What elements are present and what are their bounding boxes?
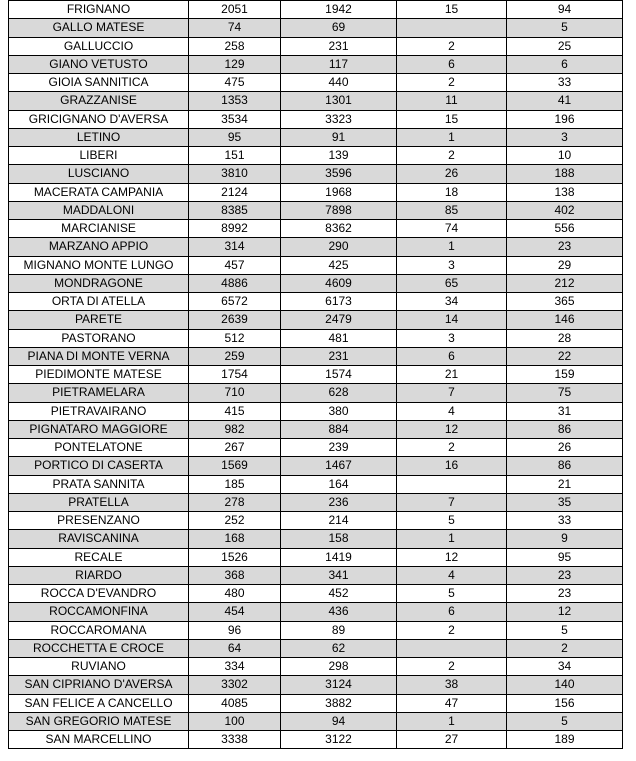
- col3-cell: 2: [397, 439, 507, 457]
- table-row: [9, 55, 623, 73]
- total-cell: 3810: [189, 165, 281, 183]
- total-cell: 4886: [189, 274, 281, 292]
- total-cell: 3302: [189, 676, 281, 694]
- col3-cell: 27: [397, 731, 507, 749]
- municipality-cell: MADDALONI: [9, 201, 189, 219]
- table-row: [9, 1, 623, 19]
- table-row: [9, 37, 623, 55]
- total-cell: 710: [189, 384, 281, 402]
- col4-cell: 12: [507, 603, 623, 621]
- col4-cell: 9: [507, 530, 623, 548]
- total-cell: 475: [189, 74, 281, 92]
- table-row: [9, 128, 623, 146]
- table-row: [9, 274, 623, 292]
- municipality-cell: ROCCAROMANA: [9, 621, 189, 639]
- total-cell: 100: [189, 712, 281, 730]
- col3-cell: 6: [397, 55, 507, 73]
- total-cell: 267: [189, 439, 281, 457]
- total-cell: 1353: [189, 92, 281, 110]
- table-row: [9, 621, 623, 639]
- col3-cell: 2: [397, 147, 507, 165]
- total-cell: 415: [189, 402, 281, 420]
- col4-cell: 10: [507, 147, 623, 165]
- col3-cell: 38: [397, 676, 507, 694]
- col4-cell: 156: [507, 694, 623, 712]
- col4-cell: 23: [507, 238, 623, 256]
- col3-cell: 15: [397, 1, 507, 19]
- col4-cell: 196: [507, 110, 623, 128]
- col2-cell: 440: [281, 74, 397, 92]
- col2-cell: 425: [281, 256, 397, 274]
- col4-cell: 159: [507, 366, 623, 384]
- table-row: [9, 694, 623, 712]
- table-row: [9, 420, 623, 438]
- municipality-cell: PIETRAVAIRANO: [9, 402, 189, 420]
- col4-cell: 75: [507, 384, 623, 402]
- col3-cell: 2: [397, 621, 507, 639]
- total-cell: 2051: [189, 1, 281, 19]
- total-cell: 258: [189, 37, 281, 55]
- municipality-cell: MONDRAGONE: [9, 274, 189, 292]
- table-row: [9, 384, 623, 402]
- col3-cell: 5: [397, 512, 507, 530]
- total-cell: 278: [189, 493, 281, 511]
- table-row: [9, 530, 623, 548]
- col4-cell: 26: [507, 439, 623, 457]
- total-cell: 64: [189, 639, 281, 657]
- total-cell: 480: [189, 585, 281, 603]
- col3-cell: 12: [397, 420, 507, 438]
- total-cell: 1526: [189, 548, 281, 566]
- municipality-cell: PIETRAMELARA: [9, 384, 189, 402]
- table-row: [9, 493, 623, 511]
- col4-cell: 5: [507, 19, 623, 37]
- col3-cell: 2: [397, 658, 507, 676]
- municipality-cell: MIGNANO MONTE LUNGO: [9, 256, 189, 274]
- col3-cell: 15: [397, 110, 507, 128]
- col2-cell: 1942: [281, 1, 397, 19]
- table-row: [9, 475, 623, 493]
- table-row: [9, 110, 623, 128]
- total-cell: 6572: [189, 293, 281, 311]
- col4-cell: 556: [507, 220, 623, 238]
- col3-cell: 5: [397, 585, 507, 603]
- table-row: [9, 548, 623, 566]
- col2-cell: 3124: [281, 676, 397, 694]
- col4-cell: 86: [507, 457, 623, 475]
- total-cell: 2639: [189, 311, 281, 329]
- col2-cell: 69: [281, 19, 397, 37]
- col3-cell: 47: [397, 694, 507, 712]
- total-cell: 8992: [189, 220, 281, 238]
- table-row: [9, 439, 623, 457]
- municipality-cell: ROCCHETTA E CROCE: [9, 639, 189, 657]
- col3-cell: 12: [397, 548, 507, 566]
- col4-cell: 138: [507, 183, 623, 201]
- col2-cell: 6173: [281, 293, 397, 311]
- col2-cell: 139: [281, 147, 397, 165]
- table-row: [9, 201, 623, 219]
- col2-cell: 239: [281, 439, 397, 457]
- col4-cell: 212: [507, 274, 623, 292]
- municipality-cell: PONTELATONE: [9, 439, 189, 457]
- municipality-cell: ROCCA D'EVANDRO: [9, 585, 189, 603]
- col4-cell: 402: [507, 201, 623, 219]
- municipality-cell: PORTICO DI CASERTA: [9, 457, 189, 475]
- col4-cell: 95: [507, 548, 623, 566]
- col3-cell: 6: [397, 347, 507, 365]
- col4-cell: 23: [507, 566, 623, 584]
- col3-cell: 18: [397, 183, 507, 201]
- table-row: [9, 311, 623, 329]
- total-cell: 96: [189, 621, 281, 639]
- col4-cell: 23: [507, 585, 623, 603]
- municipality-cell: PARETE: [9, 311, 189, 329]
- municipality-cell: SAN MARCELLINO: [9, 731, 189, 749]
- total-cell: 185: [189, 475, 281, 493]
- col4-cell: 188: [507, 165, 623, 183]
- col2-cell: 3882: [281, 694, 397, 712]
- municipality-cell: GRICIGNANO D'AVERSA: [9, 110, 189, 128]
- total-cell: 95: [189, 128, 281, 146]
- col4-cell: 6: [507, 55, 623, 73]
- total-cell: 368: [189, 566, 281, 584]
- total-cell: 512: [189, 329, 281, 347]
- table-row: [9, 74, 623, 92]
- col3-cell: 2: [397, 74, 507, 92]
- table-row: [9, 585, 623, 603]
- col3-cell: 21: [397, 366, 507, 384]
- total-cell: 8385: [189, 201, 281, 219]
- total-cell: 1754: [189, 366, 281, 384]
- col4-cell: 22: [507, 347, 623, 365]
- municipality-cell: FRIGNANO: [9, 1, 189, 19]
- table-row: [9, 731, 623, 749]
- municipality-cell: RIARDO: [9, 566, 189, 584]
- col2-cell: 1574: [281, 366, 397, 384]
- municipality-cell: ORTA DI ATELLA: [9, 293, 189, 311]
- table-row: [9, 712, 623, 730]
- col3-cell: 65: [397, 274, 507, 292]
- table-row: [9, 147, 623, 165]
- table-row: [9, 366, 623, 384]
- col2-cell: 117: [281, 55, 397, 73]
- col2-cell: 1467: [281, 457, 397, 475]
- col4-cell: 34: [507, 658, 623, 676]
- table-row: [9, 457, 623, 475]
- col4-cell: 35: [507, 493, 623, 511]
- table-row: [9, 256, 623, 274]
- col4-cell: 146: [507, 311, 623, 329]
- col2-cell: 3596: [281, 165, 397, 183]
- col4-cell: 3: [507, 128, 623, 146]
- table-row: [9, 512, 623, 530]
- table-row: [9, 329, 623, 347]
- col3-cell: 7: [397, 384, 507, 402]
- total-cell: 259: [189, 347, 281, 365]
- municipality-cell: PIANA DI MONTE VERNA: [9, 347, 189, 365]
- municipality-cell: RECALE: [9, 548, 189, 566]
- col2-cell: 94: [281, 712, 397, 730]
- municipality-cell: LUSCIANO: [9, 165, 189, 183]
- municipality-cell: LIBERI: [9, 147, 189, 165]
- municipality-cell: GIOIA SANNITICA: [9, 74, 189, 92]
- col2-cell: 3323: [281, 110, 397, 128]
- col2-cell: 1419: [281, 548, 397, 566]
- municipality-cell: ROCCAMONFINA: [9, 603, 189, 621]
- col2-cell: 481: [281, 329, 397, 347]
- col3-cell: 4: [397, 402, 507, 420]
- col4-cell: 189: [507, 731, 623, 749]
- col3-cell: 1: [397, 128, 507, 146]
- table-row: [9, 639, 623, 657]
- col2-cell: 341: [281, 566, 397, 584]
- table-body: [9, 1, 623, 749]
- total-cell: 74: [189, 19, 281, 37]
- total-cell: 3338: [189, 731, 281, 749]
- table-row: [9, 402, 623, 420]
- col2-cell: 884: [281, 420, 397, 438]
- municipality-cell: PRATELLA: [9, 493, 189, 511]
- municipality-cell: GALLO MATESE: [9, 19, 189, 37]
- total-cell: 4085: [189, 694, 281, 712]
- col4-cell: 29: [507, 256, 623, 274]
- col4-cell: 28: [507, 329, 623, 347]
- col3-cell: 1: [397, 530, 507, 548]
- col2-cell: 89: [281, 621, 397, 639]
- municipality-cell: GRAZZANISE: [9, 92, 189, 110]
- col3-cell: 7: [397, 493, 507, 511]
- municipality-cell: PRATA SANNITA: [9, 475, 189, 493]
- municipality-cell: PRESENZANO: [9, 512, 189, 530]
- col4-cell: 140: [507, 676, 623, 694]
- col2-cell: 4609: [281, 274, 397, 292]
- municipality-cell: SAN CIPRIANO D'AVERSA: [9, 676, 189, 694]
- col3-cell: 3: [397, 256, 507, 274]
- col4-cell: 86: [507, 420, 623, 438]
- total-cell: 168: [189, 530, 281, 548]
- col3-cell: [397, 19, 507, 37]
- col4-cell: 5: [507, 621, 623, 639]
- col2-cell: 236: [281, 493, 397, 511]
- col2-cell: 158: [281, 530, 397, 548]
- municipality-cell: MARCIANISE: [9, 220, 189, 238]
- total-cell: 334: [189, 658, 281, 676]
- total-cell: 129: [189, 55, 281, 73]
- municipality-cell: PIGNATARO MAGGIORE: [9, 420, 189, 438]
- table-row: [9, 238, 623, 256]
- total-cell: 3534: [189, 110, 281, 128]
- col2-cell: 231: [281, 347, 397, 365]
- col2-cell: 290: [281, 238, 397, 256]
- table-row: [9, 183, 623, 201]
- municipality-cell: SAN GREGORIO MATESE: [9, 712, 189, 730]
- col2-cell: 164: [281, 475, 397, 493]
- municipality-cell: RAVISCANINA: [9, 530, 189, 548]
- col2-cell: 231: [281, 37, 397, 55]
- data-table: [8, 0, 623, 749]
- table-row: [9, 19, 623, 37]
- col2-cell: 91: [281, 128, 397, 146]
- total-cell: 457: [189, 256, 281, 274]
- col3-cell: 4: [397, 566, 507, 584]
- municipality-cell: SAN FELICE A CANCELLO: [9, 694, 189, 712]
- col3-cell: [397, 639, 507, 657]
- col2-cell: 628: [281, 384, 397, 402]
- table-row: [9, 658, 623, 676]
- total-cell: 314: [189, 238, 281, 256]
- col4-cell: 21: [507, 475, 623, 493]
- col4-cell: 33: [507, 512, 623, 530]
- total-cell: 1569: [189, 457, 281, 475]
- total-cell: 252: [189, 512, 281, 530]
- col3-cell: 1: [397, 238, 507, 256]
- col2-cell: 380: [281, 402, 397, 420]
- col2-cell: 214: [281, 512, 397, 530]
- col2-cell: 8362: [281, 220, 397, 238]
- municipality-cell: RUVIANO: [9, 658, 189, 676]
- col3-cell: 11: [397, 92, 507, 110]
- total-cell: 2124: [189, 183, 281, 201]
- municipality-cell: GALLUCCIO: [9, 37, 189, 55]
- col4-cell: 5: [507, 712, 623, 730]
- col4-cell: 365: [507, 293, 623, 311]
- total-cell: 454: [189, 603, 281, 621]
- col3-cell: 2: [397, 37, 507, 55]
- col3-cell: 74: [397, 220, 507, 238]
- municipality-cell: MACERATA CAMPANIA: [9, 183, 189, 201]
- table-row: [9, 220, 623, 238]
- col4-cell: 33: [507, 74, 623, 92]
- total-cell: 982: [189, 420, 281, 438]
- table-row: [9, 347, 623, 365]
- col2-cell: 298: [281, 658, 397, 676]
- col2-cell: 62: [281, 639, 397, 657]
- col2-cell: 1968: [281, 183, 397, 201]
- municipality-cell: LETINO: [9, 128, 189, 146]
- col2-cell: 2479: [281, 311, 397, 329]
- col3-cell: 26: [397, 165, 507, 183]
- col2-cell: 452: [281, 585, 397, 603]
- municipality-cell: GIANO VETUSTO: [9, 55, 189, 73]
- municipality-cell: PASTORANO: [9, 329, 189, 347]
- table-row: [9, 293, 623, 311]
- table-row: [9, 676, 623, 694]
- col2-cell: 3122: [281, 731, 397, 749]
- table-row: [9, 566, 623, 584]
- col3-cell: 16: [397, 457, 507, 475]
- col3-cell: 1: [397, 712, 507, 730]
- col2-cell: 7898: [281, 201, 397, 219]
- col3-cell: [397, 475, 507, 493]
- col3-cell: 34: [397, 293, 507, 311]
- table-row: [9, 603, 623, 621]
- col3-cell: 85: [397, 201, 507, 219]
- municipality-cell: PIEDIMONTE MATESE: [9, 366, 189, 384]
- col2-cell: 436: [281, 603, 397, 621]
- col2-cell: 1301: [281, 92, 397, 110]
- col4-cell: 25: [507, 37, 623, 55]
- col3-cell: 3: [397, 329, 507, 347]
- col3-cell: 6: [397, 603, 507, 621]
- col4-cell: 31: [507, 402, 623, 420]
- col3-cell: 14: [397, 311, 507, 329]
- table-row: [9, 165, 623, 183]
- total-cell: 151: [189, 147, 281, 165]
- col4-cell: 41: [507, 92, 623, 110]
- table-row: [9, 92, 623, 110]
- municipality-cell: MARZANO APPIO: [9, 238, 189, 256]
- col4-cell: 94: [507, 1, 623, 19]
- col4-cell: 2: [507, 639, 623, 657]
